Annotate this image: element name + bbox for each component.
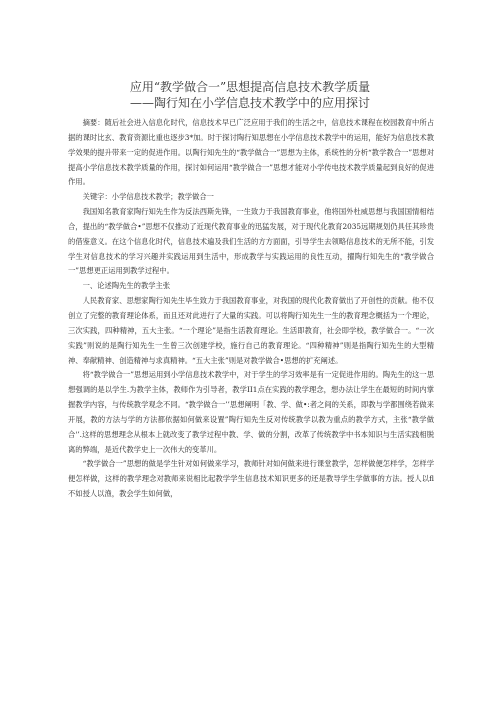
title-line-1: 应用“教学做合一”思想提高信息技术教学质量 [129,80,371,94]
title-line-2: ——陶行知在小学信息技术教学中的应用探讨 [129,96,370,110]
section-heading: 一、论述陶先生的教学主张 [82,281,171,291]
abstract-paragraph: 摘要：随后社会进入信息化时代，信息技术早已广泛应用于我们的生活之中，信息技术课程在校园教育中所占据的课时比玄、教育资源比重也逐步3*加。时于探讨陶行知思想在小学信息技术教学中的运用，能好为信息技术教学效果的提升带来一定的促进作用。以陶行知先生的“教学做合一”思想为主体，系统性的分析“教学教合一”思想对提高小学信息技术教学质量的作用，探讨如何运用“教学做合一”思想才能对小学传电技术教学质量起到良好的促进作用。 [68,118,434,187]
body-paragraph: 人民教育家、思想家陶行知先生毕生致力于我国教育事业，对我国的现代化教育做出了开创性的贡献。他不仅创立了完整的教育理论体系，而且还对此进行了大量的实践。可以将陶行知先生一生的教育理念概括为一个理论，三次实践，四种精神，五大主张。“一个理论”是指生活教育理论。生活即教育，社会即学校，教学做合一。“一次实践”则说的是陶行知先生一生曾三次创建学校，施行自己的教育理论。“四种精神”则是指陶行知先生的大型精神、奉献精神、创造精神与求真精神。“五大主张”则是对教学做合•思想的扩充阐述。 [68,296,434,365]
body-paragraph: “教学做合一”思想的做是学生针对如何做来学习，教师针对如何做来进行课堂教学，怎样做便怎样学，怎样学便怎样做，这样的教学理念对教师来说相比起教学学生信息技术知识更多的还是教导学生学做事的方法。授人以fl不如授人以渔，教会学生如何做， [68,459,434,499]
body-paragraph: 将“教学做合一”思想运用到小学信息技术教学中，对于学生的学习效率是有一定促进作用的。陶先生的这一思想强调的是以学生.为教学主体，教师作为引导者，教学II1点在实践的教学理念，想办法让学生在最短的时间内掌握教学内容，与传统教学观念不同。“教学做合一’’思想阐明「教、学、做•:者之间的关系，即教与学都围绕若做来开展，教的方法与学的方法都依据如何做来设置”陶行知先生反对传统教学以教为重点的教学方式，主张“教学做合'’.这样的思想理念从根本上就改变了教学过程中教、学、做的分割，改革了传统教学中书本知识与生活实践相脱离的弊端，是近代教学史上一次伟大的变革川。 [68,370,434,454]
article-body [68,116,434,502]
body-paragraph: 我国知名教育家陶行知先生作为反法西斯先锋，一生致力于我国教育事业，他将国外杜威思想与我国国情相结合，提出的“教学做合•”思想不仅推动了近现代教育事业的迅猛发展，对于现代化教育2035远期规划仍具任其珍贵的借鉴意义。在这个信息化时代，信息技术遍及我们生活的方方面面，引导学生去领略信息技术的无所不能，引发学生对信息技术的学习兴趣并实践运用到生活中，形成教学与实践运用的良性互动，擢陶行知先生的“教学做合一”思想更正运用到教学过程中。 [68,207,434,276]
keywords-line: 关键字：小学信息技术教学；教学做合一 [82,192,214,202]
